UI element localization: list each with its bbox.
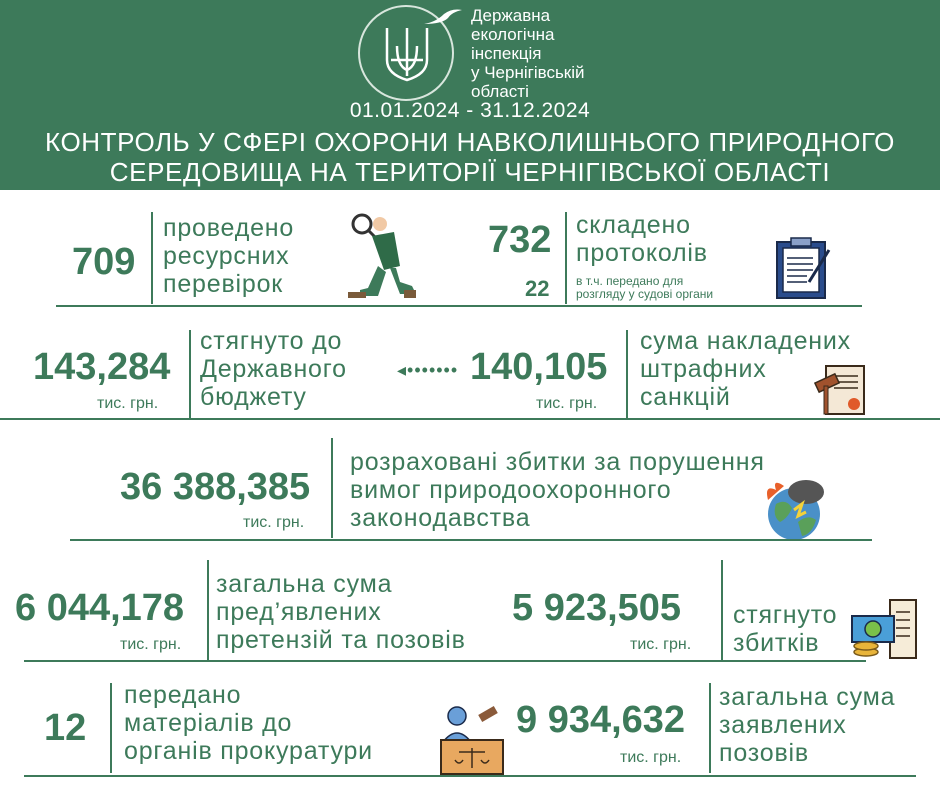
organization-name: Державна екологічна інспекція у Чернігівській області [471, 6, 585, 101]
divider [709, 683, 711, 773]
damages-unit: тис. грн. [243, 514, 305, 531]
divider [626, 330, 628, 418]
recovered-value: 5 923,505 [512, 587, 682, 629]
lawsuits-label: загальна сума заявлених позовів [719, 683, 896, 767]
protocols-court-value: 22 [525, 276, 550, 301]
fines-label: сума накладених штрафних санкцій [640, 327, 851, 411]
fines-value: 140,105 [470, 346, 608, 388]
inspector-magnifier-icon [338, 208, 422, 304]
divider [189, 330, 191, 418]
row-divider [24, 775, 916, 777]
divider [721, 560, 723, 660]
row-divider [70, 539, 872, 541]
protocols-label: складено протоколів [576, 211, 708, 267]
page-title: КОНТРОЛЬ У СФЕРІ ОХОРОНИ НАВКОЛИШНЬОГО ПРИРОДНОГО СЕРЕДОВИЩА НА ТЕРИТОРІЇ ЧЕРНІГІВСЬКОЇ ОБЛАСТІ [44, 127, 895, 187]
money-receipt-icon [850, 598, 920, 662]
divider [331, 438, 333, 538]
lawsuits-value: 9 934,632 [516, 699, 686, 741]
claims-unit: тис. грн. [120, 636, 182, 653]
trident-emblem-icon [383, 24, 431, 84]
gavel-document-icon [812, 362, 868, 418]
divider [110, 683, 112, 773]
collected-budget-unit: тис. грн. [97, 395, 159, 412]
lawsuits-unit: тис. грн. [620, 749, 682, 766]
recovered-unit: тис. грн. [630, 636, 692, 653]
row-divider [56, 305, 862, 307]
recovered-label: стягнуто збитків [733, 601, 838, 657]
row-divider [24, 660, 866, 662]
claims-label: загальна сума пред’явлених претензій та позовів [216, 570, 466, 654]
claims-value: 6 044,178 [15, 587, 185, 629]
divider [565, 212, 567, 304]
damages-value: 36 388,385 [120, 466, 311, 508]
fines-unit: тис. грн. [536, 395, 598, 412]
inspections-label: проведено ресурсних перевірок [163, 214, 295, 298]
earth-damage-icon [758, 474, 830, 542]
row-divider [0, 418, 940, 420]
divider [151, 212, 153, 304]
protocols-court-label: в т.ч. передано для розгляду у судові органи [576, 274, 714, 301]
collected-budget-value: 143,284 [33, 346, 171, 388]
prosecution-value: 12 [44, 707, 87, 749]
protocols-value: 732 [488, 219, 552, 261]
prosecution-label: передано матеріалів до органів прокуратури [124, 681, 373, 765]
damages-label: розраховані збитки за порушення вимог природоохоронного законодавства [350, 448, 765, 532]
clipboard-icon [773, 236, 833, 302]
divider [207, 560, 209, 660]
inspections-value: 709 [72, 241, 136, 283]
judge-scales-icon [439, 704, 505, 776]
report-period: 01.01.2024 - 31.12.2024 [349, 99, 591, 122]
dotted-arrow-left-icon: ◂••••••• [397, 360, 459, 380]
collected-budget-label: стягнуто до Державного бюджету [200, 327, 347, 411]
bird-icon [422, 6, 464, 28]
